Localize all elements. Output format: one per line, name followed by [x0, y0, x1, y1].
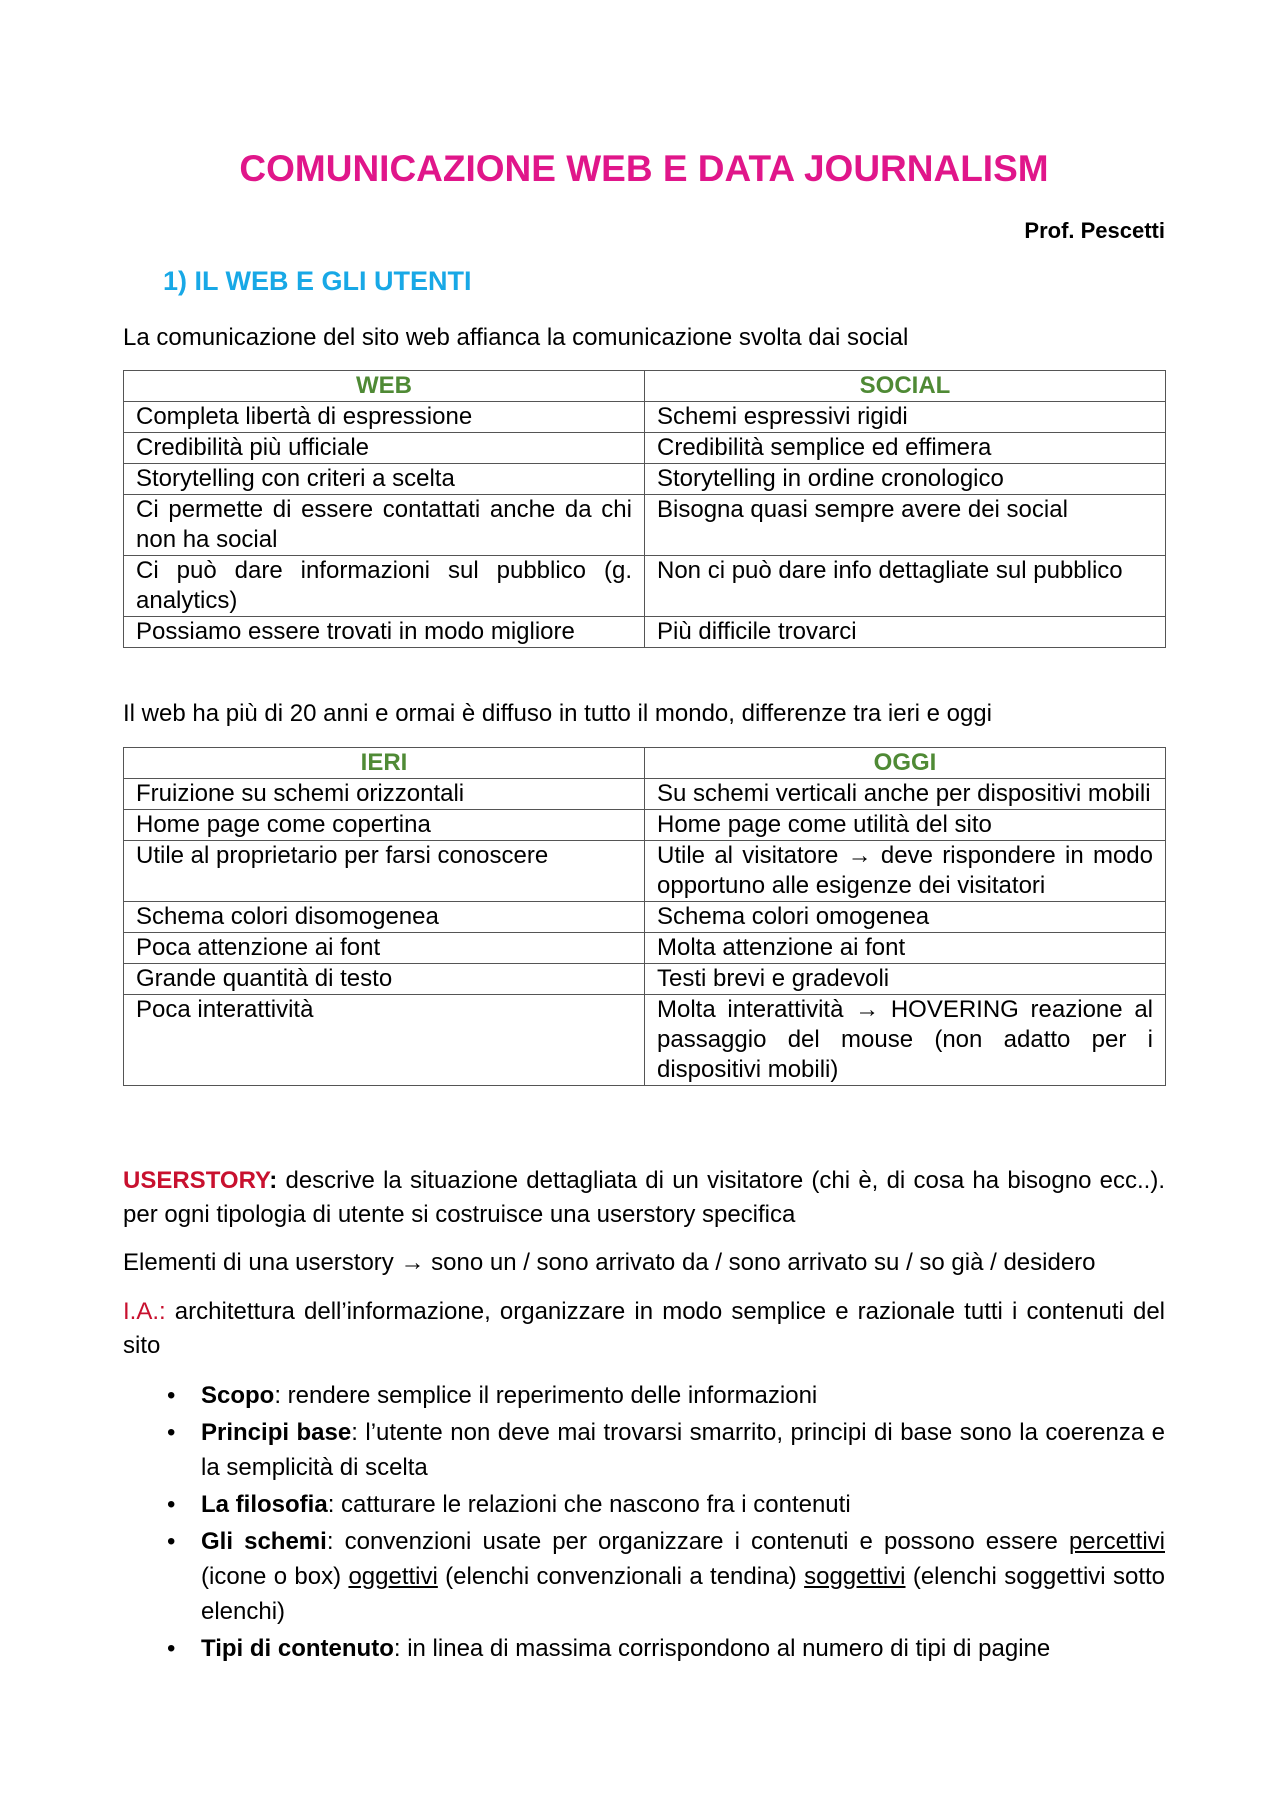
- bullet-text: (elenchi convenzionali a tendina): [437, 1563, 805, 1590]
- list-item: [123, 1415, 1165, 1485]
- table-cell: Bisogna quasi sempre avere dei social: [645, 495, 1166, 556]
- table-cell: Possiamo essere trovati in modo migliore: [124, 617, 645, 648]
- author-name: Prof. Pescetti: [1024, 218, 1165, 243]
- bullet-term: Principi base: [201, 1419, 352, 1446]
- bullet-term: Scopo: [201, 1382, 275, 1409]
- table-cell: Completa libertà di espressione: [124, 402, 645, 433]
- list-item: [123, 1631, 1165, 1666]
- bullet-text: (icone o box): [201, 1563, 349, 1590]
- table-cell: Schema colori omogenea: [645, 902, 1166, 933]
- table-cell: Ci può dare informazioni sul pubblico (g. analytics): [124, 556, 645, 617]
- column-header-ieri: IERI: [124, 748, 645, 779]
- ieri-vs-oggi-table: [123, 747, 1166, 1086]
- list-item: [123, 1378, 1165, 1413]
- list-item: [123, 1487, 1165, 1522]
- table-cell: Schema colori disomogenea: [124, 902, 645, 933]
- bullet-text: : in linea di massima corrispondono al numero di tipi di pagine: [393, 1635, 1051, 1662]
- bullet-icon: •: [167, 1491, 176, 1518]
- table-row: [124, 779, 1166, 810]
- table-cell: Molta interattività → HOVERING reazione al passaggio del mouse (non adatto per i dispositivi mobili): [645, 995, 1166, 1086]
- table-cell: Home page come copertina: [124, 810, 645, 841]
- table-cell: Credibilità più ufficiale: [124, 433, 645, 464]
- bullet-term: La filosofia: [201, 1491, 328, 1518]
- table-cell: Utile al visitatore → deve rispondere in modo opportuno alle esigenze dei visitatori: [645, 841, 1166, 902]
- table-cell: Schemi espressivi rigidi: [645, 402, 1166, 433]
- table-row: [124, 810, 1166, 841]
- section-heading: 1) IL WEB E GLI UTENTI: [163, 266, 472, 296]
- table-cell: Non ci può dare info dettagliate sul pubblico: [645, 556, 1166, 617]
- table-cell: Su schemi verticali anche per dispositivi mobili: [645, 779, 1166, 810]
- userstory-term: USERSTORY: [123, 1167, 270, 1194]
- bullet-term: Tipi di contenuto: [201, 1635, 394, 1662]
- table-cell: Grande quantità di testo: [124, 964, 645, 995]
- column-header-oggi: OGGI: [645, 748, 1166, 779]
- bullet-icon: •: [167, 1528, 176, 1555]
- userstory-paragraph: [123, 1164, 1165, 1232]
- table-row: [124, 902, 1166, 933]
- bullet-text: : rendere semplice il reperimento delle informazioni: [274, 1382, 818, 1409]
- userstory-colon: :: [269, 1167, 278, 1194]
- userstory-elements: Elementi di una userstory → sono un / sono arrivato da / sono arrivato su / so già / desidero: [123, 1249, 1096, 1276]
- ia-bullet-list: [123, 1378, 1165, 1668]
- table-cell: Ci permette di essere contattati anche da chi non ha social: [124, 495, 645, 556]
- table-row: [124, 617, 1166, 648]
- bullet-text: : convenzioni usate per organizzare i contenuti e possono essere: [326, 1528, 1069, 1555]
- table-cell: Testi brevi e gradevoli: [645, 964, 1166, 995]
- table-cell: Utile al proprietario per farsi conoscere: [124, 841, 645, 902]
- bullet-underlined: soggettivi: [804, 1563, 906, 1590]
- table-cell: Storytelling con criteri a scelta: [124, 464, 645, 495]
- bullet-text: (elenchi soggettivi sotto elenchi): [201, 1563, 1165, 1625]
- table-cell: Poca interattività: [124, 995, 645, 1086]
- ia-paragraph: [123, 1295, 1165, 1363]
- table-row: [124, 464, 1166, 495]
- bullet-underlined: oggettivi: [348, 1563, 438, 1590]
- intro-web-social: La comunicazione del sito web affianca la comunicazione svolta dai social: [123, 324, 909, 351]
- table-row: [124, 495, 1166, 556]
- ia-term: I.A.:: [123, 1298, 166, 1325]
- bullet-text: : l’utente non deve mai trovarsi smarrito, principi di base sono la coerenza e la semplicità di scelta: [201, 1419, 1166, 1481]
- table-row: [124, 933, 1166, 964]
- bullet-icon: •: [167, 1635, 176, 1662]
- bullet-underlined: percettivi: [1068, 1528, 1165, 1555]
- bullet-icon: •: [167, 1382, 176, 1409]
- table-cell: Credibilità semplice ed effimera: [645, 433, 1166, 464]
- table-row: [124, 556, 1166, 617]
- table-cell: Fruizione su schemi orizzontali: [124, 779, 645, 810]
- column-header-web: WEB: [124, 371, 645, 402]
- bullet-icon: •: [167, 1419, 176, 1446]
- table-cell: Storytelling in ordine cronologico: [645, 464, 1166, 495]
- table-cell: Poca attenzione ai font: [124, 933, 645, 964]
- list-item: [123, 1524, 1165, 1629]
- intro-ieri-oggi: Il web ha più di 20 anni e ormai è diffuso in tutto il mondo, differenze tra ieri e oggi: [123, 700, 992, 727]
- document-title: COMUNICAZIONE WEB E DATA JOURNALISM: [239, 148, 1049, 189]
- table-cell: Home page come utilità del sito: [645, 810, 1166, 841]
- table-row: [124, 433, 1166, 464]
- table-row: [124, 995, 1166, 1086]
- column-header-social: SOCIAL: [645, 371, 1166, 402]
- table-row: [124, 402, 1166, 433]
- bullet-text: : catturare le relazioni che nascono fra i contenuti: [327, 1491, 851, 1518]
- userstory-text: descrive la situazione dettagliata di un visitatore (chi è, di cosa ha bisogno ecc..). per ogni tipologia di utente si costruisce una userstory specifica: [123, 1167, 1165, 1228]
- table-row: [124, 964, 1166, 995]
- web-vs-social-table: [123, 370, 1166, 648]
- table-cell: Più difficile trovarci: [645, 617, 1166, 648]
- ia-text: architettura dell’informazione, organizzare in modo semplice e razionale tutti i contenuti del sito: [123, 1298, 1165, 1359]
- table-header-row: [124, 371, 1166, 402]
- table-header-row: [124, 748, 1166, 779]
- bullet-term: Gli schemi: [201, 1528, 327, 1555]
- table-cell: Molta attenzione ai font: [645, 933, 1166, 964]
- table-row: [124, 841, 1166, 902]
